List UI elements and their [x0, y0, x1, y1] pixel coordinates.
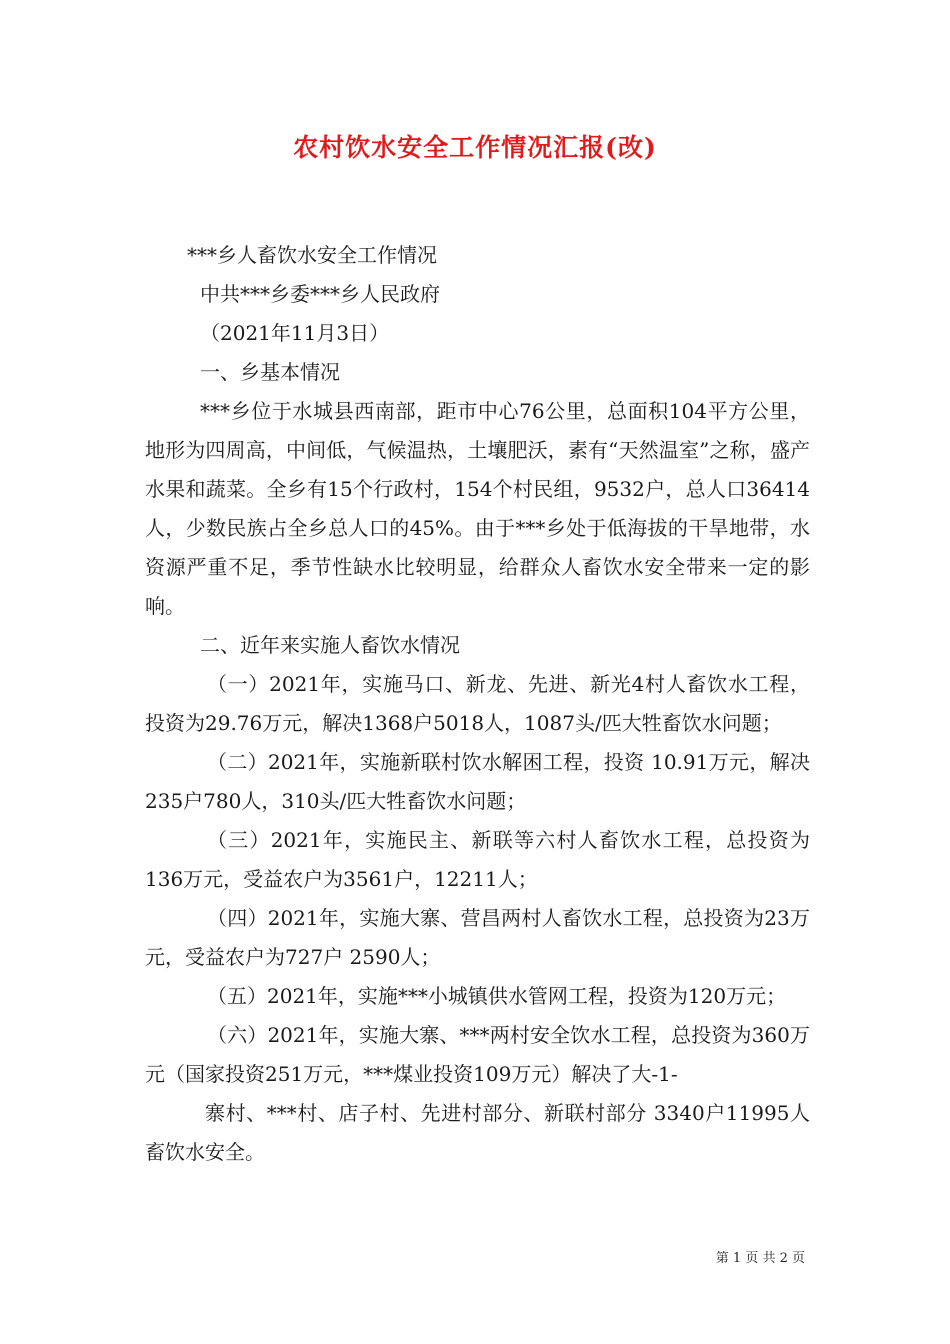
section-heading-2: 二、近年来实施人畜饮水情况 [200, 633, 460, 657]
list-item-6: （六）2021年，实施大寨、***两村安全饮水工程，总投资为360万元（国家投资251万元，***煤业投资109万元）解决了大-1- [145, 1023, 810, 1086]
section-heading-1: 一、乡基本情况 [200, 360, 340, 384]
list-item-5: （五）2021年，实施***小城镇供水管网工程，投资为120万元； [207, 984, 787, 1008]
list-item-4: （四）2021年，实施大寨、营昌两村人畜饮水工程，总投资为23万元，受益农户为727户 2590人； [145, 906, 810, 969]
document-body [145, 236, 810, 1172]
list-item-3: （三）2021年，实施民主、新联等六村人畜饮水工程，总投资为136万元，受益农户为3561户，12211人； [145, 828, 810, 891]
list-item-2: （二）2021年，实施新联村饮水解困工程，投资 10.91万元，解决235户780人，310头/匹大牲畜饮水问题； [145, 750, 810, 813]
paragraph-basic-info: ***乡位于水城县西南部，距市中心76公里，总面积104平方公里，地形为四周高，中间低，气候温热，土壤肥沃，素有“天然温室”之称，盛产水果和蔬菜。全乡有15个行政村，154个村民组，9532户，总人口36414人，少数民族占全乡总人口的45%。由于***乡处于低海拔的干旱地带，水资源严重不足，季节性缺水比较明显，给群众人畜饮水安全带来一定的影响。 [145, 399, 810, 618]
list-item-1: （一）2021年，实施马口、新龙、先进、新光4村人畜饮水工程，投资为29.76万元，解决1368户5018人，1087头/匹大牲畜饮水问题； [145, 672, 810, 735]
document-title: 农村饮水安全工作情况汇报(改) [293, 133, 657, 162]
heading-subject: ***乡人畜饮水安全工作情况 [187, 243, 437, 267]
page-number: 第 1 页 共 2 页 [715, 1251, 805, 1266]
heading-date: （2021年11月3日） [200, 321, 390, 345]
heading-issuer: 中共***乡委***乡人民政府 [200, 282, 440, 306]
list-item-6-continued: 寨村、***村、店子村、先进村部分、新联村部分 3340户11995人畜饮水安全。 [145, 1101, 810, 1164]
